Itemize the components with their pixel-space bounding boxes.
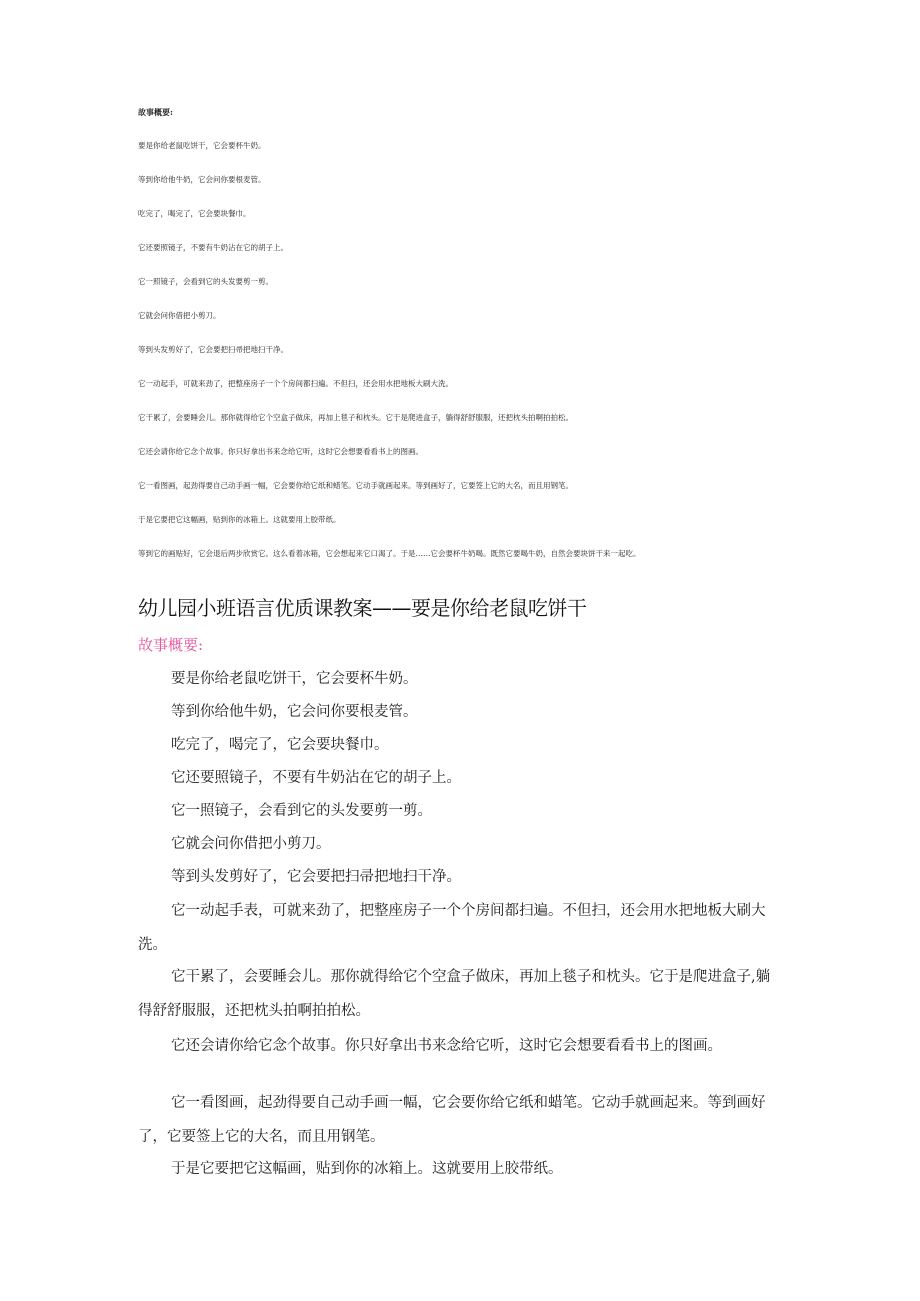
story-paragraph: 它一动起手表，可就来劲了，把整座房子一个个房间都扫遍。不但扫，还会用水把地板大刷大洗。: [138, 903, 766, 953]
summary-preview-line: 等到头发剪好了，它会要把扫帚把地扫干净。: [138, 345, 288, 354]
story-paragraph: 它一看图画，起劲得要自己动手画一幅，它会要你给它纸和蜡笔。它动手就画起来。等到画好了，它要签上它的大名，而且用钢笔。: [138, 1095, 766, 1145]
summary-preview-line: 它还会请你给它念个故事。你只好拿出书来念给它听，这时它会想要看看书上的图画。: [138, 447, 423, 456]
story-paragraph: 要是你给老鼠吃饼干，它会要杯牛奶。: [171, 671, 418, 687]
summary-preview: [138, 106, 778, 560]
story-paragraph: 等到头发剪好了，它会要把扫帚把地扫干净。: [171, 869, 461, 885]
summary-preview-line: 吃完了，喝完了，它会要块餐巾。: [138, 209, 251, 218]
section-subtitle: 故事概要:: [138, 636, 204, 654]
story-paragraph: 它还会请你给它念个故事。你只好拿出书来念给它听，这时它会想要看看书上的图画。: [171, 1038, 722, 1054]
summary-preview-line: 它干累了，会要睡会儿。那你就得给它个空盒子做床，再加上毯子和枕头。它于是爬进盒子，躺得舒舒服服，还把枕头拍啊拍拍松。: [138, 413, 573, 422]
summary-preview-line: 于是它要把它这幅画，贴到你的冰箱上。这就要用上胶带纸。: [138, 515, 341, 524]
summary-preview-line: 它还要照镜子，不要有牛奶沾在它的胡子上。: [138, 243, 288, 252]
story-paragraph: 于是它要把它这幅画，贴到你的冰箱上。这就要用上胶带纸。: [171, 1161, 563, 1177]
story-paragraph: 等到你给他牛奶，它会问你要根麦管。: [171, 704, 418, 720]
story-paragraph: 它还要照镜子，不要有牛奶沾在它的胡子上。: [171, 770, 461, 786]
summary-preview-line: 等到你给他牛奶，它会问你要根麦管。: [138, 175, 266, 184]
summary-preview-line: 它一看图画，起劲得要自己动手画一幅，它会要你给它纸和蜡笔。它动手就画起来。等到画好了，它要签上它的大名，而且用钢笔。: [138, 481, 573, 490]
summary-preview-line: 它一动起手，可就来劲了，把整座房子一个个房间都扫遍。不但扫，还会用水把地板大刷大洗。: [138, 379, 453, 388]
summary-preview-line: 它就会问你借把小剪刀。: [138, 311, 221, 320]
page-title: 幼儿园小班语言优质课教案——要是你给老鼠吃饼干: [138, 596, 587, 620]
summary-preview-line: 等到它的画贴好，它会退后两步欣赏它。这么看着冰箱，它会想起来它口渴了。于是……它会要杯牛奶喝。既然它要喝牛奶，自然会要块饼干来一起吃。: [138, 549, 641, 558]
summary-preview-line: 要是你给老鼠吃饼干，它会要杯牛奶。: [138, 141, 266, 150]
story-paragraph: 它干累了，会要睡会儿。那你就得给它个空盒子做床，再加上毯子和枕头。它于是爬进盒子,躺得舒舒服服，还把枕头拍啊拍拍松。: [138, 969, 771, 1019]
story-paragraph: 吃完了，喝完了，它会要块餐巾。: [171, 737, 389, 753]
story-paragraph: 它就会问你借把小剪刀。: [171, 836, 331, 852]
story-paragraph: 它一照镜子，会看到它的头发要剪一剪。: [171, 803, 432, 819]
summary-preview-title: 故事概要:: [138, 107, 173, 117]
summary-preview-line: 它一照镜子，会看到它的头发要剪一剪。: [138, 277, 273, 286]
